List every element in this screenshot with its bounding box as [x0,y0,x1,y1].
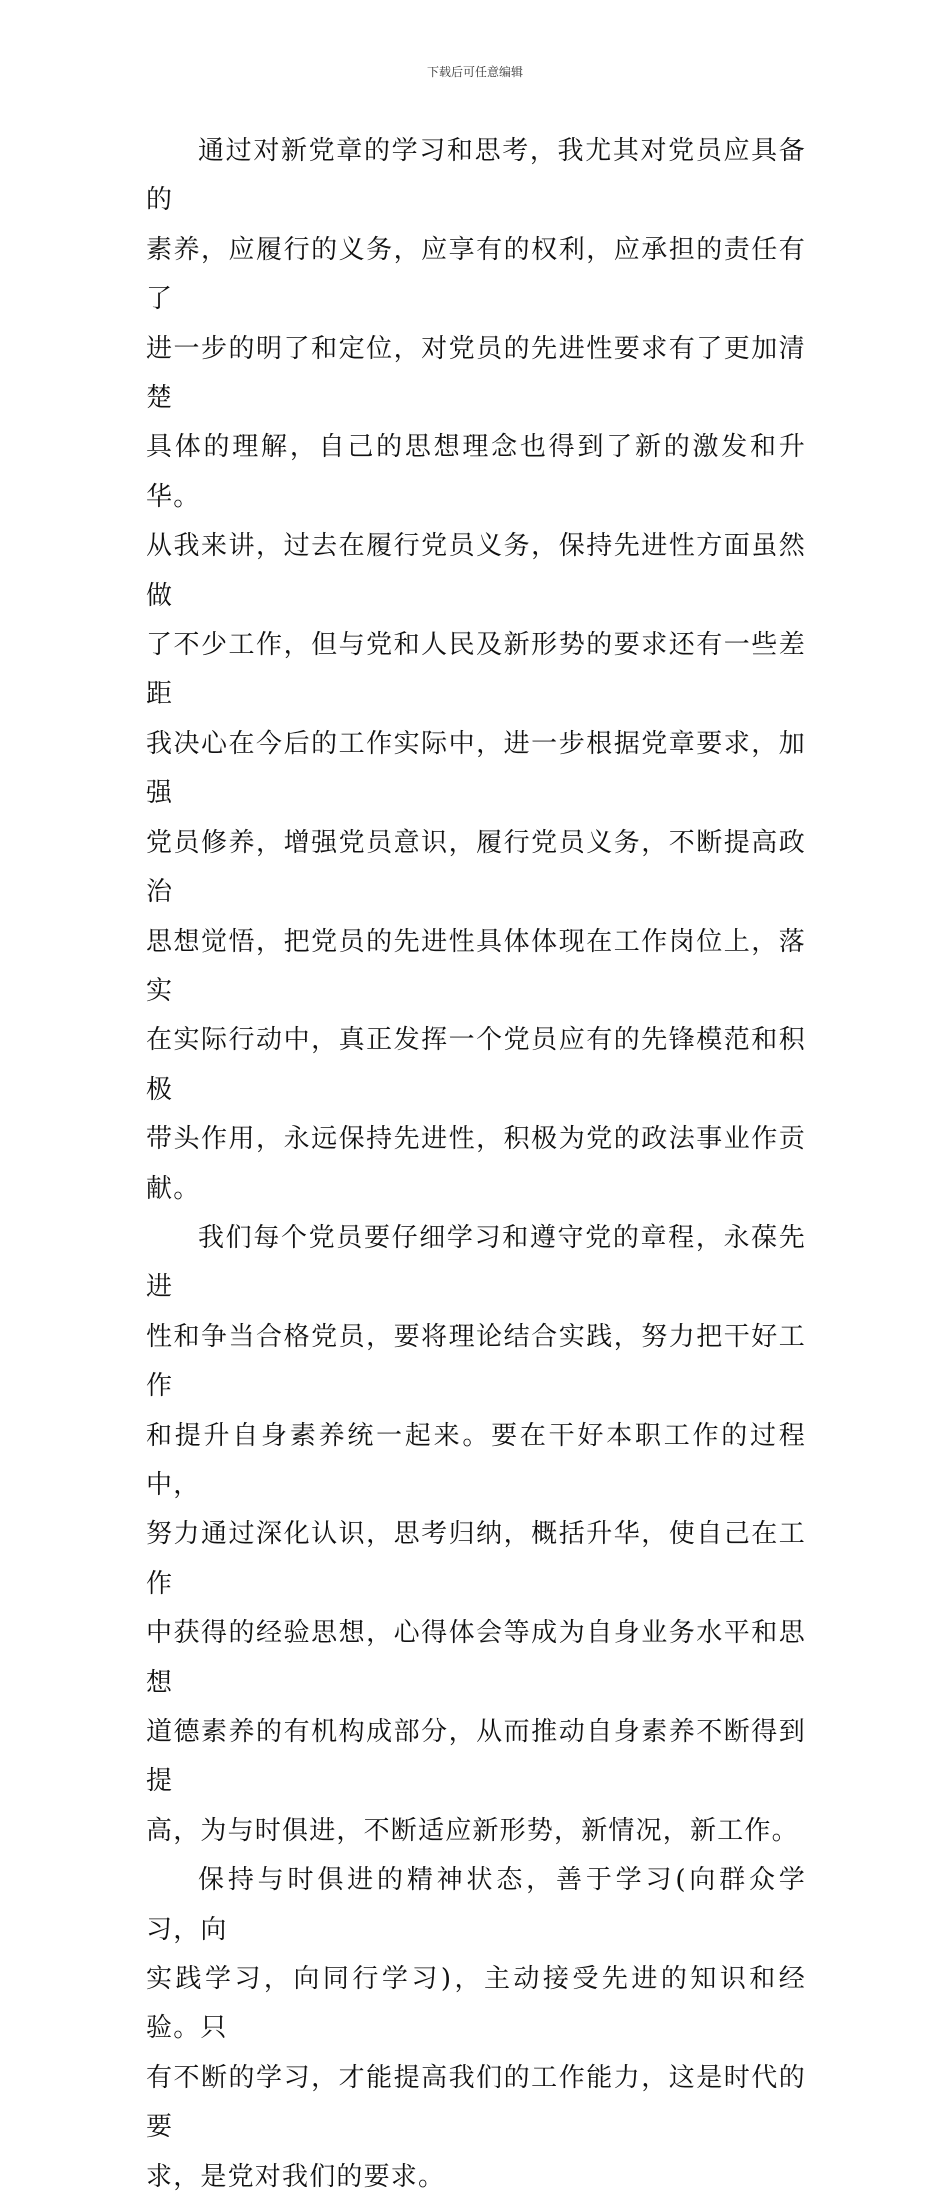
text-line: 我决心在今后的工作实际中，进一步根据党章要求，加强 [146,728,806,809]
text-line: 实践学习，向同行学习)，主动接受先进的知识和经验。只 [146,1964,806,2044]
text-line: 带头作用，永远保持先进性，积极为党的政法事业作贡献。 [146,1124,806,1204]
paragraph-2 [146,1214,806,1856]
text-line: 我们每个党员要仔细学习和遵守党的章程，永葆先进 [146,1222,806,1303]
document-body [146,127,806,2202]
text-line: 和提升自身素养统一起来。要在干好本职工作的过程中， [146,1420,806,1500]
text-line: 从我来讲，过去在履行党员义务，保持先进性方面虽然做 [146,531,806,611]
text-line: 努力通过深化认识，思考归纳，概括升华，使自己在工作 [146,1519,806,1599]
paragraph-1 [146,127,806,1214]
text-line: 求，是党对我们的要求。 [146,2161,446,2192]
paragraph-3 [146,1856,806,2202]
text-line: 党员修养，增强党员意识，履行党员义务，不断提高政治 [146,827,806,908]
page-header: 下载后可任意编辑 [426,65,523,79]
text-line: 了不少工作，但与党和人民及新形势的要求还有一些差距 [146,630,806,710]
text-line: 思想觉悟，把党员的先进性具体体现在工作岗位上，落实 [146,926,806,1006]
text-line: 素养，应履行的义务，应享有的权利，应承担的责任有了 [146,234,806,315]
text-line: 道德素养的有机构成部分，从而推动自身素养不断得到提 [146,1717,806,1797]
text-line: 在实际行动中，真正发挥一个党员应有的先锋模范和积极 [146,1025,806,1105]
text-line: 具体的理解，自己的思想理念也得到了新的激发和升华。 [146,432,806,512]
text-line: 保持与时俱进的精神状态，善于学习(向群众学习，向 [146,1865,806,1945]
text-line: 中获得的经验思想，心得体会等成为自身业务水平和思想 [146,1618,806,1698]
text-line: 高，为与时俱进，不断适应新形势，新情况，新工作。 [146,1815,799,1846]
text-line: 通过对新党章的学习和思考，我尤其对党员应具备的 [146,136,806,216]
text-line: 进一步的明了和定位，对党员的先进性要求有了更加清楚 [146,333,806,414]
text-line: 性和争当合格党员，要将理论结合实践，努力把干好工作 [146,1321,806,1402]
text-line: 有不断的学习，才能提高我们的工作能力，这是时代的要 [146,2062,806,2143]
